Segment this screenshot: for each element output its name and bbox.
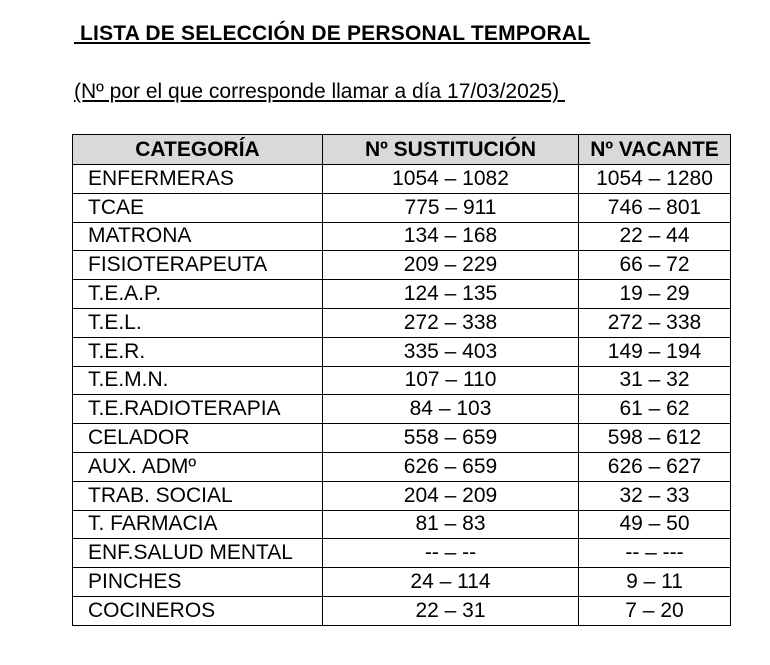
substitution-cell: 24 – 114 [323,568,579,597]
substitution-cell: 107 – 110 [323,366,579,395]
category-cell: AUX. ADMº [73,452,323,481]
vacancy-cell: 49 – 50 [579,510,731,539]
table-row [73,452,731,481]
vacancy-cell: 626 – 627 [579,452,731,481]
vacancy-cell: 1054 – 1280 [579,165,731,194]
substitution-cell: 775 – 911 [323,193,579,222]
category-cell: TRAB. SOCIAL [73,481,323,510]
substitution-cell: -- – -- [323,539,579,568]
substitution-cell: 81 – 83 [323,510,579,539]
vacancy-cell: 66 – 72 [579,251,731,280]
header-category: CATEGORÍA [73,135,323,165]
vacancy-cell: 31 – 32 [579,366,731,395]
category-cell: MATRONA [73,222,323,251]
table-row [73,395,731,424]
table-row [73,308,731,337]
category-cell: T.E.L. [73,308,323,337]
category-cell: ENF.SALUD MENTAL [73,539,323,568]
table-row [73,280,731,309]
table-header [73,135,731,165]
table-row [73,251,731,280]
vacancy-cell: 7 – 20 [579,596,731,625]
category-cell: CELADOR [73,424,323,453]
table-row [73,424,731,453]
header-substitution: Nº SUSTITUCIÓN [323,135,579,165]
substitution-cell: 84 – 103 [323,395,579,424]
category-cell: T. FARMACIA [73,510,323,539]
vacancy-cell: -- – --- [579,539,731,568]
vacancy-cell: 272 – 338 [579,308,731,337]
vacancy-cell: 746 – 801 [579,193,731,222]
vacancy-cell: 9 – 11 [579,568,731,597]
document-title: LISTA DE SELECCIÓN DE PERSONAL TEMPORAL [74,22,591,45]
substitution-cell: 204 – 209 [323,481,579,510]
category-cell: ENFERMERAS [73,165,323,194]
vacancy-cell: 19 – 29 [579,280,731,309]
category-cell: PINCHES [73,568,323,597]
table-body [73,165,731,626]
substitution-cell: 335 – 403 [323,337,579,366]
vacancy-cell: 598 – 612 [579,424,731,453]
document-subtitle: (Nº por el que corresponde llamar a día 17/03/2025) [74,80,565,103]
table-row [73,193,731,222]
substitution-cell: 272 – 338 [323,308,579,337]
substitution-cell: 1054 – 1082 [323,165,579,194]
category-cell: T.E.RADIOTERAPIA [73,395,323,424]
vacancy-cell: 22 – 44 [579,222,731,251]
table-row [73,481,731,510]
vacancy-cell: 149 – 194 [579,337,731,366]
substitution-cell: 626 – 659 [323,452,579,481]
category-cell: COCINEROS [73,596,323,625]
table-row [73,596,731,625]
substitution-cell: 22 – 31 [323,596,579,625]
header-vacancy: Nº VACANTE [579,135,731,165]
header-row [73,135,731,165]
table-row [73,539,731,568]
category-cell: T.E.R. [73,337,323,366]
substitution-cell: 558 – 659 [323,424,579,453]
category-cell: T.E.A.P. [73,280,323,309]
table-row [73,222,731,251]
table-row [73,366,731,395]
vacancy-cell: 32 – 33 [579,481,731,510]
selection-list-table [72,134,731,626]
substitution-cell: 134 – 168 [323,222,579,251]
category-cell: T.E.M.N. [73,366,323,395]
table-row [73,510,731,539]
category-cell: FISIOTERAPEUTA [73,251,323,280]
substitution-cell: 209 – 229 [323,251,579,280]
category-cell: TCAE [73,193,323,222]
table-row [73,568,731,597]
vacancy-cell: 61 – 62 [579,395,731,424]
substitution-cell: 124 – 135 [323,280,579,309]
table-row [73,337,731,366]
table-row [73,165,731,194]
